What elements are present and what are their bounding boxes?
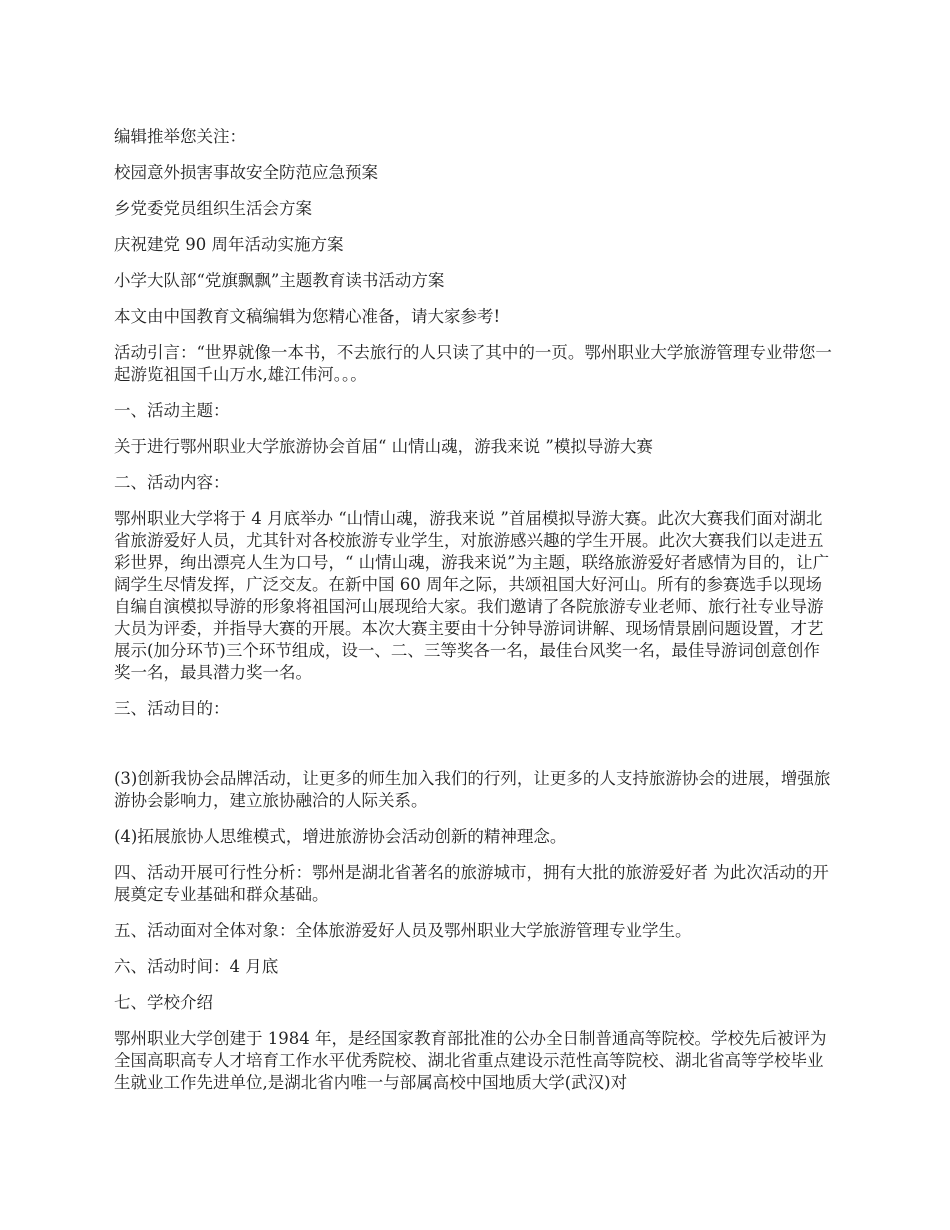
- feasibility-text: 四、活动开展可行性分析：鄂州是湖北省著名的旅游城市，拥有大批的旅游爱好者 为此次活动的开展奠定专业基础和群众基础。: [114, 863, 829, 904]
- recommend-heading: 编辑推举您关注：: [114, 127, 246, 146]
- section-heading-content: 二、活动内容：: [114, 473, 230, 492]
- audience-text: 五、活动面对全体对象：全体旅游爱好人员及鄂州职业大学旅游管理专业学生。: [114, 921, 692, 940]
- recommend-link-3[interactable]: 庆祝建党 90 周年活动实施方案: [114, 235, 344, 254]
- section-heading-purpose: 三、活动目的：: [114, 699, 230, 718]
- section-heading-theme: 一、活动主题：: [114, 401, 230, 420]
- document-body: [114, 126, 836, 1108]
- time-text: 六、活动时间：4 月底: [114, 957, 279, 976]
- school-intro-text: 鄂州职业大学创建于 1984 年，是经国家教育部批准的公办全日制普通高等院校。学校先后被评为全国高职高专人才培育工作水平优秀院校、湖北省重点建设示范性高等院校、湖北省高等学校毕业生就业工作先进单位,是湖北省内唯一与部属高校中国地质大学(武汉)对: [114, 1029, 827, 1092]
- theme-text: 关于进行鄂州职业大学旅游协会首届“ 山情山魂，游我来说 ”模拟导游大赛: [114, 437, 653, 456]
- editor-note: 本文由中国教育文稿编辑为您精心准备，请大家参考!: [114, 307, 501, 326]
- purpose-item-4: (4)拓展旅协人思维模式，增进旅游协会活动创新的精神理念。: [114, 827, 567, 846]
- purpose-item-3: (3)创新我协会品牌活动，让更多的师生加入我们的行列，让更多的人支持旅游协会的进展，增强旅游协会影响力，建立旅协融洽的人际关系。: [114, 769, 831, 810]
- section-heading-school: 七、学校介绍: [114, 993, 213, 1012]
- content-text: 鄂州职业大学将于 4 月底举办 “山情山魂，游我来说 ”首届模拟导游大赛。此次大赛我们面对湖北省旅游爱好人员，尤其针对各校旅游专业学生，对旅游感兴趣的学生开展。此次大赛我们以走进五彩世界，绚出漂亮人生为口号，“ 山情山魂，游我来说”为主题，联络旅游爱好者感情为目的，让广阔学生尽情发挥，广泛交友。在新中国 60 周年之际，共颂祖国大好河山。所有的参赛选手以现场自编自演模拟导游的形象将祖国河山展现给大家。我们邀请了各院旅游专业老师、旅行社专业导游大员为评委，并指导大赛的开展。本次大赛主要由十分钟导游词讲解、现场情景剧问题设置，才艺展示(加分环节)三个环节组成，设一、二、三等奖各一名，最佳台风奖一名，最佳导游词创意创作奖一名，最具潜力奖一名。: [114, 509, 830, 682]
- recommend-link-4[interactable]: 小学大队部“党旗飘飘”主题教育读书活动方案: [114, 271, 445, 290]
- activity-intro: 活动引言：“世界就像一本书，不去旅行的人只读了其中的一页。鄂州职业大学旅游管理专业带您一起游览祖国千山万水,雄江伟河。。。: [114, 343, 832, 384]
- recommend-link-2[interactable]: 乡党委党员组织生活会方案: [114, 199, 312, 218]
- recommend-link-1[interactable]: 校园意外损害事故安全防范应急预案: [114, 163, 378, 182]
